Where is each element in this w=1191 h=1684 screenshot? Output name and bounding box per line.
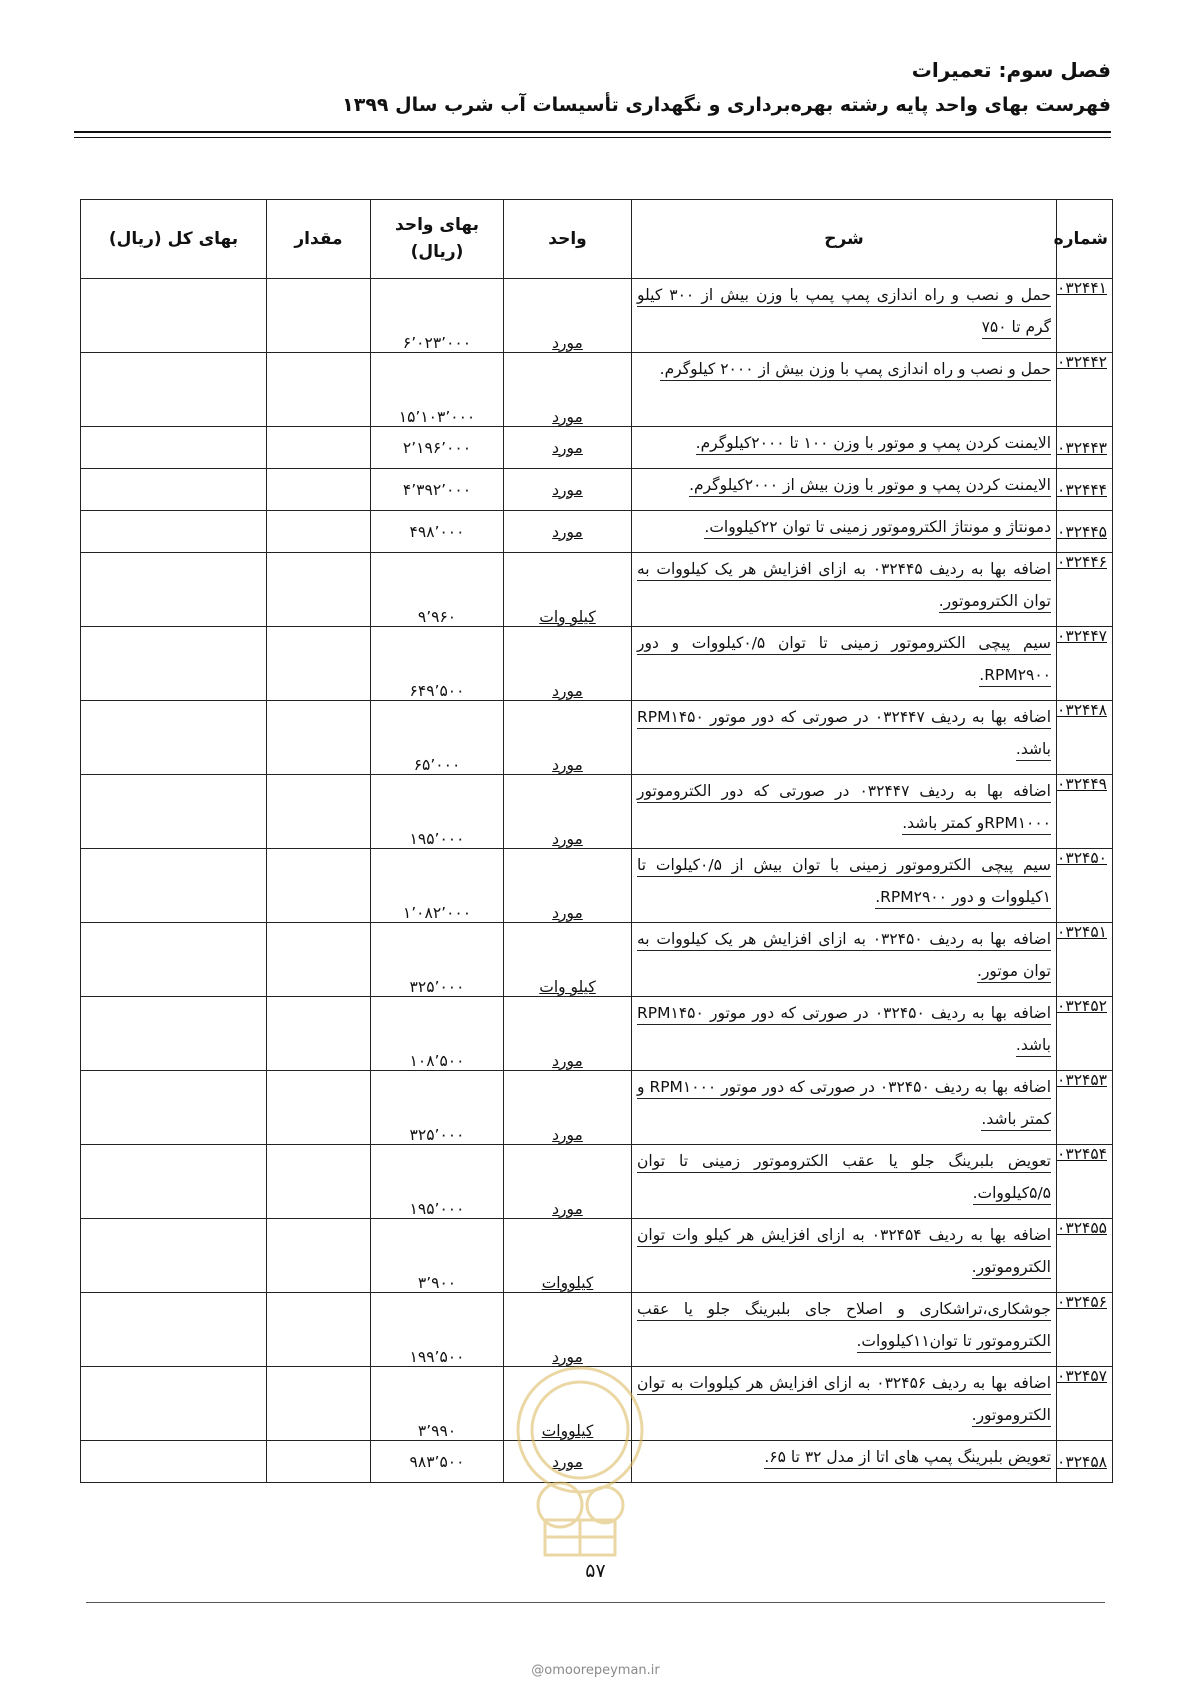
item-total-price-cell: [81, 469, 267, 511]
item-unit-price: ۱۵٬۱۰۳٬۰۰۰: [398, 408, 476, 426]
item-total-price-cell: [81, 353, 267, 427]
item-unit: مورد: [552, 1348, 583, 1366]
item-unit-cell: [504, 1145, 632, 1219]
item-description: اضافه بها به ردیف ۰۳۲۴۵۰ در صورتی که دور موتور RPM۱۰۰۰ و کمتر باشد.: [637, 1078, 1051, 1131]
document-title: فهرست بهای واحد پایه رشته بهره‌برداری و نگهداری تأسیسات آب شرب سال ۱۳۹۹: [342, 94, 1111, 116]
item-unit-cell: [504, 353, 632, 427]
item-unit-price-cell: [371, 627, 504, 701]
item-unit: مورد: [552, 522, 583, 541]
item-unit: مورد: [552, 1200, 583, 1218]
item-unit-cell: [504, 511, 632, 553]
item-unit-price: ۶٬۰۲۳٬۰۰۰: [402, 334, 472, 352]
item-quantity-cell: [267, 1293, 371, 1367]
item-description: الایمنت کردن پمپ و موتور با وزن بیش از ۲۰۰۰کیلوگرم.: [689, 476, 1051, 497]
item-unit-cell: [504, 553, 632, 627]
item-unit-price: ۱۹۹٬۵۰۰: [409, 1348, 465, 1366]
item-unit-price-cell: [371, 1367, 504, 1441]
item-unit-price: ۱۹۵٬۰۰۰: [409, 1200, 465, 1218]
column-header-quantity: مقدار: [267, 200, 371, 279]
item-total-price-cell: [81, 279, 267, 353]
item-quantity-cell: [267, 469, 371, 511]
item-code: ۰۳۲۴۵۱: [1057, 923, 1107, 941]
item-description: حمل و نصب و راه اندازی پمپ پمپ با وزن بیش از ۳۰۰ کیلو گرم تا ۷۵۰: [637, 286, 1051, 339]
item-quantity-cell: [267, 1219, 371, 1293]
unit-price-label: بهای واحد: [395, 214, 479, 235]
item-quantity-cell: [267, 1441, 371, 1483]
item-unit-cell: [504, 701, 632, 775]
item-quantity-cell: [267, 627, 371, 701]
item-unit-cell: [504, 279, 632, 353]
item-code-cell: [1057, 1071, 1113, 1145]
item-unit-price-cell: [371, 1145, 504, 1219]
item-unit-cell: [504, 627, 632, 701]
item-description-cell: [632, 1441, 1057, 1483]
item-quantity-cell: [267, 353, 371, 427]
item-description-cell: [632, 279, 1057, 353]
item-code: ۰۳۲۴۵۷: [1057, 1367, 1107, 1385]
item-unit-price: ۴۹۸٬۰۰۰: [409, 522, 465, 541]
item-unit: کیلو وات: [539, 608, 596, 626]
item-quantity-cell: [267, 775, 371, 849]
table-row: [81, 427, 1113, 469]
item-unit-price-cell: [371, 511, 504, 553]
item-total-price-cell: [81, 553, 267, 627]
table-row: [81, 627, 1113, 701]
item-code: ۰۳۲۴۵۵: [1057, 1219, 1107, 1237]
item-code-cell: [1057, 469, 1113, 511]
item-code: ۰۳۲۴۴۳: [1057, 438, 1107, 457]
item-code-cell: [1057, 775, 1113, 849]
table-body: [81, 279, 1113, 1483]
item-code-cell: [1057, 849, 1113, 923]
item-code-cell: [1057, 553, 1113, 627]
item-unit-price-cell: [371, 849, 504, 923]
item-unit-price: ۲٬۱۹۶٬۰۰۰: [402, 438, 472, 457]
item-unit-price-cell: [371, 701, 504, 775]
column-header-unit: واحد: [504, 200, 632, 279]
item-unit-cell: [504, 427, 632, 469]
table-row: [81, 997, 1113, 1071]
table-row: [81, 775, 1113, 849]
item-description: سیم پیچی الکتروموتور زمینی تا توان ۰/۵کیلووات و دور RPM۲۹۰۰.: [637, 634, 1051, 687]
item-description-cell: [632, 997, 1057, 1071]
item-code: ۰۳۲۴۴۷: [1057, 627, 1107, 645]
item-unit-price: ۹۸۳٬۵۰۰: [409, 1452, 465, 1471]
item-description-cell: [632, 553, 1057, 627]
item-unit-price-cell: [371, 775, 504, 849]
item-unit-price-cell: [371, 1293, 504, 1367]
item-description: اضافه بها به ردیف ۰۳۲۴۵۰ در صورتی که دور موتور RPM۱۴۵۰ باشد.: [637, 1004, 1051, 1057]
item-total-price-cell: [81, 1071, 267, 1145]
table-row: [81, 923, 1113, 997]
footer-rule: [86, 1602, 1105, 1603]
item-code-cell: [1057, 627, 1113, 701]
item-total-price-cell: [81, 1145, 267, 1219]
item-description-cell: [632, 775, 1057, 849]
item-unit-price-cell: [371, 1441, 504, 1483]
table-row: [81, 1071, 1113, 1145]
item-total-price-cell: [81, 511, 267, 553]
item-code: ۰۳۲۴۵۶: [1057, 1293, 1107, 1311]
page-number: ۵۷: [585, 1560, 606, 1582]
table-row: [81, 1145, 1113, 1219]
header-rule-thin: [74, 137, 1111, 138]
item-description: الایمنت کردن پمپ و موتور با وزن ۱۰۰ تا ۲۰۰۰کیلوگرم.: [696, 434, 1051, 455]
item-quantity-cell: [267, 923, 371, 997]
item-unit-cell: [504, 923, 632, 997]
chapter-title: فصل سوم: تعمیرات: [911, 58, 1111, 82]
item-description: دمونتاژ و مونتاژ الکتروموتور زمینی تا توان ۲۲کیلووات.: [704, 518, 1051, 539]
item-quantity-cell: [267, 701, 371, 775]
item-unit: مورد: [552, 682, 583, 700]
item-code: ۰۳۲۴۵۴: [1057, 1145, 1107, 1163]
item-quantity-cell: [267, 553, 371, 627]
item-unit-price: ۴٬۳۹۲٬۰۰۰: [402, 480, 472, 499]
item-unit: مورد: [552, 830, 583, 848]
item-code-cell: [1057, 1293, 1113, 1367]
item-description: جوشکاری،تراشکاری و اصلاح جای بلبرینگ جلو یا عقب الکتروموتور تا توان۱۱کیلووات.: [637, 1300, 1051, 1353]
item-unit: مورد: [552, 756, 583, 774]
item-total-price-cell: [81, 1367, 267, 1441]
item-unit-price: ۳۲۵٬۰۰۰: [409, 978, 465, 996]
item-code: ۰۳۲۴۵۲: [1057, 997, 1107, 1015]
table-header-row: [81, 200, 1113, 279]
item-description: اضافه بها به ردیف ۰۳۲۴۵۴ به ازای افزایش هر کیلو وات توان الکتروموتور.: [637, 1226, 1051, 1279]
site-watermark-text: @omoorepeyman.ir: [531, 1663, 660, 1678]
item-unit-price-cell: [371, 469, 504, 511]
item-code: ۰۳۲۴۴۱: [1057, 279, 1107, 297]
item-quantity-cell: [267, 1367, 371, 1441]
item-quantity-cell: [267, 1145, 371, 1219]
column-header-total: بهای کل (ریال): [81, 200, 267, 279]
item-unit-price: ۱٬۰۸۲٬۰۰۰: [402, 904, 472, 922]
item-quantity-cell: [267, 511, 371, 553]
item-total-price-cell: [81, 1219, 267, 1293]
item-description-cell: [632, 1293, 1057, 1367]
item-description: تعویض بلبرینگ پمپ های اتا از مدل ۳۲ تا ۶۵.: [764, 1448, 1051, 1469]
item-unit-price-cell: [371, 923, 504, 997]
item-description: اضافه بها به ردیف ۰۳۲۴۵۶ به ازای افزایش هر کیلووات به توان الکتروموتور.: [637, 1374, 1051, 1427]
table-row: [81, 469, 1113, 511]
item-total-price-cell: [81, 1441, 267, 1483]
item-unit-cell: [504, 997, 632, 1071]
item-description-cell: [632, 627, 1057, 701]
item-description: اضافه بها به ردیف ۰۳۲۴۵۰ به ازای افزایش هر یک کیلووات به توان موتور.: [637, 930, 1051, 983]
item-code-cell: [1057, 997, 1113, 1071]
item-unit-price: ۳٬۹۹۰: [417, 1422, 457, 1440]
item-description-cell: [632, 1367, 1057, 1441]
item-code-cell: [1057, 279, 1113, 353]
item-unit-cell: [504, 775, 632, 849]
item-unit-price-cell: [371, 997, 504, 1071]
item-unit-price: ۳۲۵٬۰۰۰: [409, 1126, 465, 1144]
table-row: [81, 701, 1113, 775]
item-total-price-cell: [81, 997, 267, 1071]
table-row: [81, 279, 1113, 353]
item-code-cell: [1057, 1441, 1113, 1483]
item-code-cell: [1057, 923, 1113, 997]
item-unit: مورد: [552, 1126, 583, 1144]
item-unit-price: ۶۵٬۰۰۰: [413, 756, 461, 774]
item-unit-price-cell: [371, 553, 504, 627]
item-unit-price-cell: [371, 1071, 504, 1145]
item-unit-price: ۱۰۸٬۵۰۰: [409, 1052, 465, 1070]
item-description-cell: [632, 427, 1057, 469]
item-unit: مورد: [552, 408, 583, 426]
item-total-price-cell: [81, 701, 267, 775]
item-code: ۰۳۲۴۴۵: [1057, 522, 1107, 541]
item-quantity-cell: [267, 427, 371, 469]
page-header: [70, 58, 1111, 117]
header-rule-thick: [74, 131, 1111, 133]
item-description-cell: [632, 1219, 1057, 1293]
item-code-cell: [1057, 1367, 1113, 1441]
item-code: ۰۳۲۴۴۶: [1057, 553, 1107, 571]
item-unit: مورد: [552, 438, 583, 457]
item-description: اضافه بها به ردیف ۰۳۲۴۴۷ در صورتی که دور الکتروموتور RPM۱۰۰۰و کمتر باشد.: [637, 782, 1051, 835]
item-unit-price-cell: [371, 353, 504, 427]
item-quantity-cell: [267, 849, 371, 923]
item-code: ۰۳۲۴۵۸: [1057, 1452, 1107, 1471]
item-description: اضافه بها به ردیف ۰۳۲۴۴۵ به ازای افزایش هر یک کیلووات به توان الکتروموتور.: [637, 560, 1051, 613]
item-unit-price-cell: [371, 279, 504, 353]
item-unit: مورد: [552, 1052, 583, 1070]
item-code: ۰۳۲۴۵۳: [1057, 1071, 1107, 1089]
item-total-price-cell: [81, 427, 267, 469]
item-unit-cell: [504, 849, 632, 923]
item-unit-price: ۹٬۹۶۰: [417, 608, 457, 626]
item-description: اضافه بها به ردیف ۰۳۲۴۴۷ در صورتی که دور موتور RPM۱۴۵۰ باشد.: [637, 708, 1051, 761]
item-unit-price: ۱۹۵٬۰۰۰: [409, 830, 465, 848]
item-description: سیم پیچی الکتروموتور زمینی با توان بیش از ۰/۵کیلوات تا ۱کیلووات و دور RPM۲۹۰۰.: [637, 856, 1051, 909]
item-code: ۰۳۲۴۴۹: [1057, 775, 1107, 793]
item-code: ۰۳۲۴۴۸: [1057, 701, 1107, 719]
table-row: [81, 511, 1113, 553]
item-description-cell: [632, 1071, 1057, 1145]
item-description: حمل و نصب و راه اندازی پمپ با وزن بیش از ۲۰۰۰ کیلوگرم.: [660, 360, 1051, 381]
item-code-cell: [1057, 353, 1113, 427]
item-total-price-cell: [81, 923, 267, 997]
column-header-unit-price: [371, 200, 504, 279]
item-unit: مورد: [552, 334, 583, 352]
table-row: [81, 553, 1113, 627]
item-description-cell: [632, 353, 1057, 427]
item-unit-price: ۳٬۹۰۰: [417, 1274, 457, 1292]
item-unit-price: ۶۴۹٬۵۰۰: [409, 682, 465, 700]
item-code-cell: [1057, 1145, 1113, 1219]
column-header-code: شماره: [1057, 200, 1113, 279]
item-code-cell: [1057, 427, 1113, 469]
item-unit-cell: [504, 1071, 632, 1145]
item-description-cell: [632, 1145, 1057, 1219]
item-quantity-cell: [267, 1071, 371, 1145]
item-code: ۰۳۲۴۵۰: [1057, 849, 1107, 867]
item-total-price-cell: [81, 849, 267, 923]
item-total-price-cell: [81, 1293, 267, 1367]
item-code-cell: [1057, 1219, 1113, 1293]
item-code: ۰۳۲۴۴۴: [1057, 480, 1107, 499]
item-total-price-cell: [81, 775, 267, 849]
publisher-seal-watermark: [505, 1355, 655, 1565]
table-row: [81, 849, 1113, 923]
item-description-cell: [632, 849, 1057, 923]
column-header-description: شرح: [632, 200, 1057, 279]
price-list-table: [80, 199, 1113, 1483]
item-description-cell: [632, 923, 1057, 997]
item-total-price-cell: [81, 627, 267, 701]
item-unit: مورد: [552, 480, 583, 499]
item-description-cell: [632, 469, 1057, 511]
item-quantity-cell: [267, 279, 371, 353]
item-unit-cell: [504, 469, 632, 511]
item-quantity-cell: [267, 997, 371, 1071]
table-row: [81, 353, 1113, 427]
item-code-cell: [1057, 701, 1113, 775]
item-description: تعویض بلبرینگ جلو یا عقب الکتروموتور زمینی تا توان ۵/۵کیلووات.: [637, 1152, 1051, 1205]
item-code-cell: [1057, 511, 1113, 553]
item-unit-price-cell: [371, 427, 504, 469]
item-unit: مورد: [552, 1452, 583, 1471]
item-description-cell: [632, 701, 1057, 775]
item-unit: کیلووات: [541, 1274, 594, 1292]
unit-price-currency: (ریال): [410, 242, 464, 262]
item-description-cell: [632, 511, 1057, 553]
item-unit-price-cell: [371, 1219, 504, 1293]
item-unit: مورد: [552, 904, 583, 922]
item-unit: کیلو وات: [539, 978, 596, 996]
item-unit: کیلووات: [541, 1422, 594, 1440]
item-unit-cell: [504, 1219, 632, 1293]
item-code: ۰۳۲۴۴۲: [1057, 353, 1107, 371]
table-row: [81, 1219, 1113, 1293]
